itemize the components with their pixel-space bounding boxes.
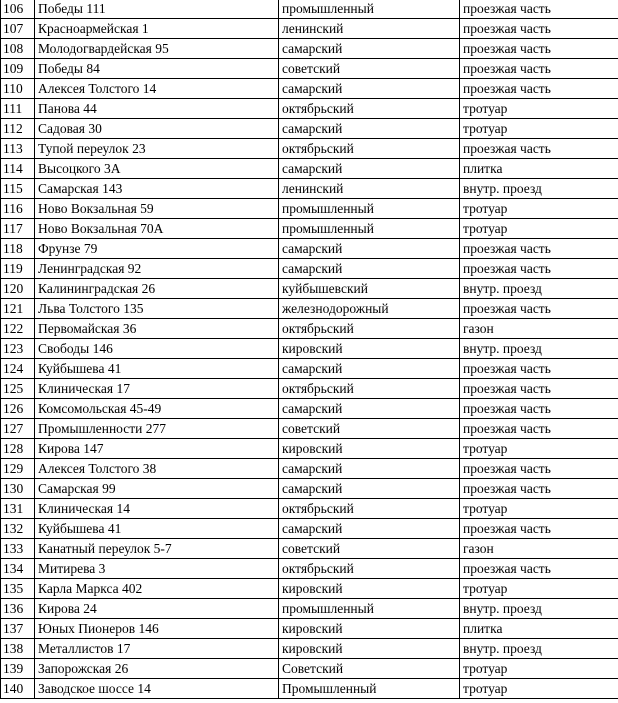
district-cell[interactable]: октябрьский xyxy=(279,499,460,519)
surface-type-cell[interactable]: проезжая часть xyxy=(460,359,618,379)
address-cell[interactable]: Алексея Толстого 38 xyxy=(35,459,279,479)
district-cell[interactable]: октябрьский xyxy=(279,319,460,339)
table-row xyxy=(1,439,618,459)
row-number-cell[interactable]: 123 xyxy=(1,339,35,359)
address-cell[interactable]: Калининградская 26 xyxy=(35,279,279,299)
table-row xyxy=(1,39,618,59)
table-row xyxy=(1,239,618,259)
district-cell[interactable]: советский xyxy=(279,539,460,559)
address-cell[interactable]: Запорожская 26 xyxy=(35,659,279,679)
row-number-cell[interactable]: 139 xyxy=(1,659,35,679)
surface-type-cell[interactable]: плитка xyxy=(460,619,618,639)
surface-type-cell[interactable]: внутр. проезд xyxy=(460,279,618,299)
address-cell[interactable]: Победы 111 xyxy=(35,0,279,19)
table-row xyxy=(1,679,618,699)
address-cell[interactable]: Льва Толстого 135 xyxy=(35,299,279,319)
surface-type-cell[interactable]: внутр. проезд xyxy=(460,339,618,359)
table-row xyxy=(1,159,618,179)
address-cell[interactable]: Алексея Толстого 14 xyxy=(35,79,279,99)
address-cell[interactable]: Ново Вокзальная 59 xyxy=(35,199,279,219)
row-number-cell[interactable]: 109 xyxy=(1,59,35,79)
surface-type-cell[interactable]: проезжая часть xyxy=(460,39,618,59)
address-cell[interactable]: Садовая 30 xyxy=(35,119,279,139)
table-row xyxy=(1,459,618,479)
row-number-cell[interactable]: 128 xyxy=(1,439,35,459)
surface-type-cell[interactable]: проезжая часть xyxy=(460,139,618,159)
row-number-cell[interactable]: 121 xyxy=(1,299,35,319)
address-cell[interactable]: Кирова 147 xyxy=(35,439,279,459)
table-row xyxy=(1,179,618,199)
table-row xyxy=(1,219,618,239)
district-cell[interactable]: ленинский xyxy=(279,19,460,39)
table-row xyxy=(1,539,618,559)
address-cell[interactable]: Кирова 24 xyxy=(35,599,279,619)
district-cell[interactable]: октябрьский xyxy=(279,559,460,579)
row-number-cell[interactable]: 122 xyxy=(1,319,35,339)
table-row xyxy=(1,19,618,39)
row-number-cell[interactable]: 127 xyxy=(1,419,35,439)
row-number-cell[interactable]: 114 xyxy=(1,159,35,179)
address-cell[interactable]: Самарская 143 xyxy=(35,179,279,199)
surface-type-cell[interactable]: проезжая часть xyxy=(460,419,618,439)
surface-type-cell[interactable]: проезжая часть xyxy=(460,0,618,19)
address-cell[interactable]: Металлистов 17 xyxy=(35,639,279,659)
row-number-cell[interactable]: 130 xyxy=(1,479,35,499)
surface-type-cell[interactable]: проезжая часть xyxy=(460,259,618,279)
district-cell[interactable]: самарский xyxy=(279,479,460,499)
address-cell[interactable]: Ново Вокзальная 70А xyxy=(35,219,279,239)
surface-type-cell[interactable]: проезжая часть xyxy=(460,559,618,579)
surface-type-cell[interactable]: газон xyxy=(460,319,618,339)
table-row xyxy=(1,199,618,219)
surface-type-cell[interactable]: проезжая часть xyxy=(460,519,618,539)
district-cell[interactable]: ленинский xyxy=(279,179,460,199)
surface-type-cell[interactable]: тротуар xyxy=(460,679,618,699)
district-cell[interactable]: кировский xyxy=(279,339,460,359)
district-cell[interactable]: промышленный xyxy=(279,0,460,19)
surface-type-cell[interactable]: внутр. проезд xyxy=(460,599,618,619)
table-row xyxy=(1,479,618,499)
address-cell[interactable]: Карла Маркса 402 xyxy=(35,579,279,599)
district-cell[interactable]: кировский xyxy=(279,579,460,599)
surface-type-cell[interactable]: проезжая часть xyxy=(460,79,618,99)
row-number-cell[interactable]: 140 xyxy=(1,679,35,699)
address-cell[interactable]: Юных Пионеров 146 xyxy=(35,619,279,639)
district-cell[interactable]: промышленный xyxy=(279,199,460,219)
table-row xyxy=(1,399,618,419)
surface-type-cell[interactable]: тротуар xyxy=(460,659,618,679)
address-cell[interactable]: Фрунзе 79 xyxy=(35,239,279,259)
row-number-cell[interactable]: 107 xyxy=(1,19,35,39)
table-row xyxy=(1,0,618,19)
table-row xyxy=(1,299,618,319)
surface-type-cell[interactable]: проезжая часть xyxy=(460,299,618,319)
district-cell[interactable]: железнодорожный xyxy=(279,299,460,319)
table-row xyxy=(1,259,618,279)
surface-type-cell[interactable]: тротуар xyxy=(460,579,618,599)
surface-type-cell[interactable]: проезжая часть xyxy=(460,399,618,419)
surface-type-cell[interactable]: тротуар xyxy=(460,199,618,219)
row-number-cell[interactable]: 117 xyxy=(1,219,35,239)
surface-type-cell[interactable]: тротуар xyxy=(460,219,618,239)
table-row xyxy=(1,579,618,599)
address-cell[interactable]: Красноармейская 1 xyxy=(35,19,279,39)
address-cell[interactable]: Ленинградская 92 xyxy=(35,259,279,279)
address-cell[interactable]: Свободы 146 xyxy=(35,339,279,359)
district-cell[interactable]: самарский xyxy=(279,39,460,59)
district-cell[interactable]: самарский xyxy=(279,259,460,279)
row-number-cell[interactable]: 136 xyxy=(1,599,35,619)
surface-type-cell[interactable]: газон xyxy=(460,539,618,559)
row-number-cell[interactable]: 132 xyxy=(1,519,35,539)
table-row xyxy=(1,59,618,79)
surface-type-cell[interactable]: тротуар xyxy=(460,119,618,139)
district-cell[interactable]: Промышленный xyxy=(279,679,460,699)
district-cell[interactable]: промышленный xyxy=(279,599,460,619)
district-cell[interactable]: самарский xyxy=(279,159,460,179)
address-cell[interactable]: Молодогвардейская 95 xyxy=(35,39,279,59)
surface-type-cell[interactable]: плитка xyxy=(460,159,618,179)
district-cell[interactable]: кировский xyxy=(279,619,460,639)
address-cell[interactable]: Митирева 3 xyxy=(35,559,279,579)
table-row xyxy=(1,659,618,679)
surface-type-cell[interactable]: проезжая часть xyxy=(460,239,618,259)
address-cell[interactable]: Заводское шоссе 14 xyxy=(35,679,279,699)
row-number-cell[interactable]: 134 xyxy=(1,559,35,579)
address-cell[interactable]: Промышленности 277 xyxy=(35,419,279,439)
row-number-cell[interactable]: 106 xyxy=(1,0,35,19)
district-cell[interactable]: куйбышевский xyxy=(279,279,460,299)
district-cell[interactable]: кировский xyxy=(279,439,460,459)
row-number-cell[interactable]: 131 xyxy=(1,499,35,519)
address-cell[interactable]: Тупой переулок 23 xyxy=(35,139,279,159)
row-number-cell[interactable]: 116 xyxy=(1,199,35,219)
table-row xyxy=(1,359,618,379)
district-cell[interactable]: самарский xyxy=(279,459,460,479)
row-number-cell[interactable]: 108 xyxy=(1,39,35,59)
table-body xyxy=(1,0,618,699)
table-row xyxy=(1,419,618,439)
address-cell[interactable]: Клиническая 17 xyxy=(35,379,279,399)
table-row xyxy=(1,99,618,119)
district-cell[interactable]: самарский xyxy=(279,119,460,139)
surface-type-cell[interactable]: внутр. проезд xyxy=(460,179,618,199)
table-row xyxy=(1,139,618,159)
district-cell[interactable]: самарский xyxy=(279,519,460,539)
district-cell[interactable]: самарский xyxy=(279,239,460,259)
district-cell[interactable]: кировский xyxy=(279,639,460,659)
address-cell[interactable]: Канатный переулок 5-7 xyxy=(35,539,279,559)
address-cell[interactable]: Высоцкого 3А xyxy=(35,159,279,179)
table-row xyxy=(1,279,618,299)
row-number-cell[interactable]: 125 xyxy=(1,379,35,399)
district-cell[interactable]: промышленный xyxy=(279,219,460,239)
row-number-cell[interactable]: 137 xyxy=(1,619,35,639)
surface-type-cell[interactable]: проезжая часть xyxy=(460,19,618,39)
district-cell[interactable]: Советский xyxy=(279,659,460,679)
row-number-cell[interactable]: 135 xyxy=(1,579,35,599)
table-row xyxy=(1,519,618,539)
table-row xyxy=(1,639,618,659)
surface-type-cell[interactable]: тротуар xyxy=(460,99,618,119)
district-cell[interactable]: самарский xyxy=(279,399,460,419)
table-row xyxy=(1,379,618,399)
surface-type-cell[interactable]: проезжая часть xyxy=(460,459,618,479)
district-cell[interactable]: октябрьский xyxy=(279,139,460,159)
address-cell[interactable]: Первомайская 36 xyxy=(35,319,279,339)
row-number-cell[interactable]: 110 xyxy=(1,79,35,99)
row-number-cell[interactable]: 120 xyxy=(1,279,35,299)
district-cell[interactable]: самарский xyxy=(279,359,460,379)
table-row xyxy=(1,79,618,99)
district-cell[interactable]: советский xyxy=(279,419,460,439)
surface-type-cell[interactable]: тротуар xyxy=(460,439,618,459)
table-row xyxy=(1,339,618,359)
row-number-cell[interactable]: 119 xyxy=(1,259,35,279)
row-number-cell[interactable]: 124 xyxy=(1,359,35,379)
address-cell[interactable]: Комсомольская 45-49 xyxy=(35,399,279,419)
table-row xyxy=(1,319,618,339)
table-row xyxy=(1,599,618,619)
district-cell[interactable]: самарский xyxy=(279,79,460,99)
surface-type-cell[interactable]: внутр. проезд xyxy=(460,639,618,659)
surface-type-cell[interactable]: проезжая часть xyxy=(460,379,618,399)
table-row xyxy=(1,499,618,519)
row-number-cell[interactable]: 133 xyxy=(1,539,35,559)
surface-type-cell[interactable]: тротуар xyxy=(460,499,618,519)
address-cell[interactable]: Куйбышева 41 xyxy=(35,359,279,379)
district-cell[interactable]: советский xyxy=(279,59,460,79)
district-cell[interactable]: октябрьский xyxy=(279,379,460,399)
row-number-cell[interactable]: 126 xyxy=(1,399,35,419)
address-cell[interactable]: Куйбышева 41 xyxy=(35,519,279,539)
table-row xyxy=(1,559,618,579)
district-cell[interactable]: октябрьский xyxy=(279,99,460,119)
address-cell[interactable]: Самарская 99 xyxy=(35,479,279,499)
row-number-cell[interactable]: 111 xyxy=(1,99,35,119)
address-cell[interactable]: Клиническая 14 xyxy=(35,499,279,519)
row-number-cell[interactable]: 115 xyxy=(1,179,35,199)
row-number-cell[interactable]: 138 xyxy=(1,639,35,659)
table-row xyxy=(1,619,618,639)
row-number-cell[interactable]: 113 xyxy=(1,139,35,159)
row-number-cell[interactable]: 129 xyxy=(1,459,35,479)
address-cell[interactable]: Панова 44 xyxy=(35,99,279,119)
table-row xyxy=(1,119,618,139)
surface-type-cell[interactable]: проезжая часть xyxy=(460,479,618,499)
row-number-cell[interactable]: 118 xyxy=(1,239,35,259)
surface-type-cell[interactable]: проезжая часть xyxy=(460,59,618,79)
row-number-cell[interactable]: 112 xyxy=(1,119,35,139)
address-cell[interactable]: Победы 84 xyxy=(35,59,279,79)
